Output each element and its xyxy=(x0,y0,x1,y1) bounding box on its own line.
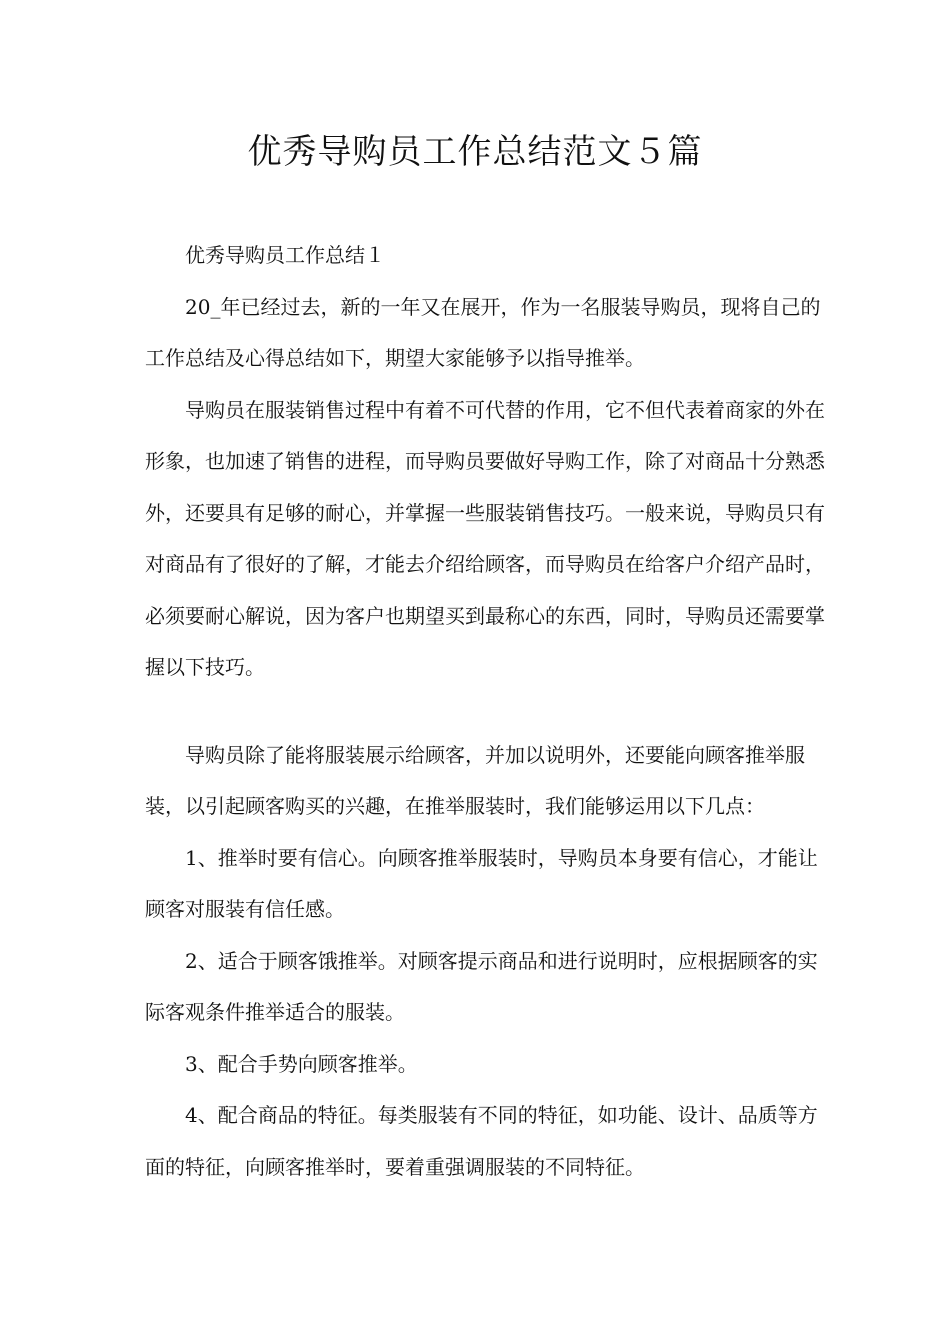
document-title: 优秀导购员工作总结范文５篇 xyxy=(247,132,703,172)
list-item: 2、适合于顾客饿推举。对顾客提示商品和进行说明时，应根据顾客的实际客观条件推举适合的服装。 xyxy=(145,948,818,1024)
paragraph-intro: 20_年已经过去，新的一年又在展开，作为一名服装导购员，现将自己的工作总结及心得总结如下，期望大家能够予以指导推举。 xyxy=(145,294,821,370)
list-item: 4、配合商品的特征。每类服装有不同的特征，如功能、设计、品质等方面的特征，向顾客推举时，要着重强调服装的不同特征。 xyxy=(145,1103,818,1179)
paragraph-recommend: 导购员除了能将服装展示给顾客，并加以说明外，还要能向顾客推举服装，以引起顾客购买的兴趣，在推举服装时，我们能够运用以下几点： xyxy=(145,742,805,818)
paragraph-role: 导购员在服装销售过程中有着不可代替的作用，它不但代表着商家的外在形象，也加速了销售的进程，而导购员要做好导购工作，除了对商品十分熟悉外，还要具有足够的耐心，并掌握一些服装销售技巧。一般来说，导购员只有对商品有了很好的了解，才能去介绍给顾客，而导购员在给客户介绍产品时，必须要耐心解说，因为客户也期望买到最称心的东西，同时，导购员还需要掌握以下技巧。 xyxy=(145,397,825,679)
list-item: 1、推举时要有信心。向顾客推举服装时，导购员本身要有信心，才能让顾客对服装有信任感。 xyxy=(145,845,818,921)
list-item: 3、配合手势向顾客推举。 xyxy=(185,1051,418,1076)
document-body xyxy=(145,230,829,1193)
section-heading: 优秀导购员工作总结１ xyxy=(185,243,385,267)
